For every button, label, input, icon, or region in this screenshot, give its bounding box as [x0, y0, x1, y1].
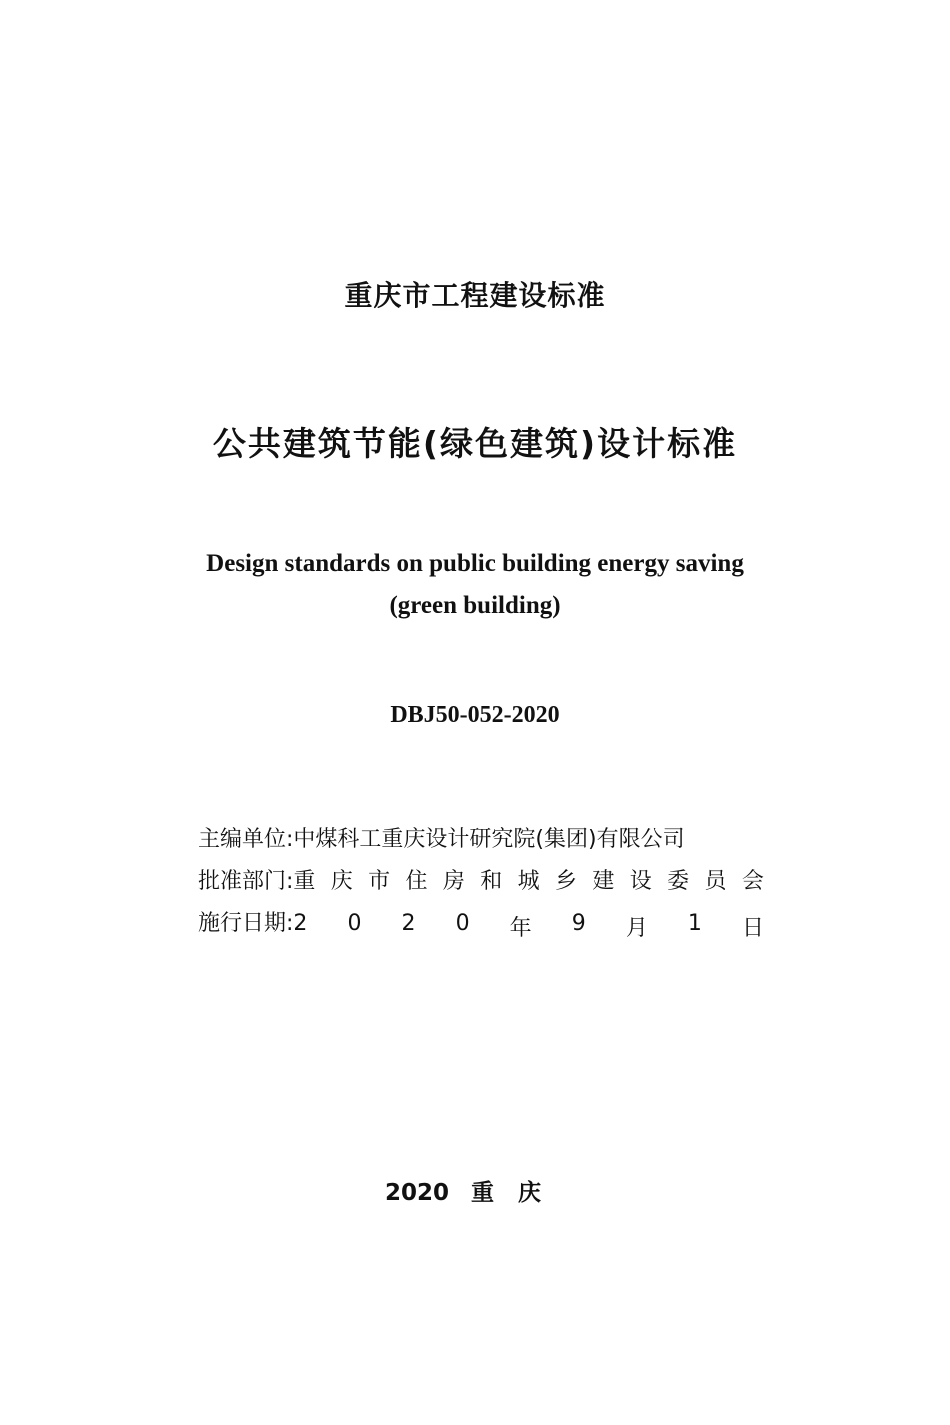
text-char: 建: [592, 869, 615, 894]
effective-date-row: [198, 906, 764, 948]
title-english-line1: Design standards on public building energy saving: [206, 550, 744, 577]
title-english: [0, 543, 950, 627]
imprint-year: 2020: [384, 1180, 449, 1206]
text-char: 年: [509, 916, 532, 941]
title-english-line2: (green building): [389, 592, 561, 619]
issuance-info: [198, 822, 764, 948]
text-char: 2: [293, 911, 308, 936]
standard-code: DBJ50-052-2020: [390, 702, 560, 728]
standard-series: 重庆市工程建设标准: [344, 279, 606, 312]
text-char: 月: [625, 916, 648, 941]
text-char: 重: [293, 869, 316, 894]
text-char: 9: [571, 911, 586, 936]
text-char: 住: [405, 869, 428, 894]
text-char: 城: [517, 869, 540, 894]
approver-label: 批准部门:: [198, 869, 294, 894]
text-char: 乡: [555, 869, 578, 894]
imprint: [0, 1174, 950, 1207]
text-char: 委: [667, 869, 690, 894]
text-char: 和: [480, 869, 503, 894]
approver-row: [198, 864, 764, 906]
approver-value: [293, 864, 764, 895]
text-char: 1: [687, 911, 702, 936]
text-char: 会: [741, 869, 764, 894]
text-char: 员: [704, 869, 727, 894]
text-char: 0: [455, 911, 470, 936]
text-char: 0: [347, 911, 362, 936]
text-char: 2: [401, 911, 416, 936]
text-char: 日: [741, 916, 764, 941]
editor-row: [198, 822, 764, 864]
text-char: 房: [442, 869, 465, 894]
text-char: 庆: [330, 869, 353, 894]
imprint-city: 重庆: [471, 1180, 565, 1206]
effective-date-label: 施行日期:: [198, 911, 294, 936]
editor-label: 主编单位:: [198, 827, 294, 852]
text-char: 市: [368, 869, 391, 894]
effective-date-value: [293, 911, 764, 942]
editor-value: 中煤科工重庆设计研究院(集团)有限公司: [293, 827, 685, 852]
text-char: 设: [629, 869, 652, 894]
title-chinese: 公共建筑节能(绿色建筑)设计标准: [212, 424, 738, 463]
